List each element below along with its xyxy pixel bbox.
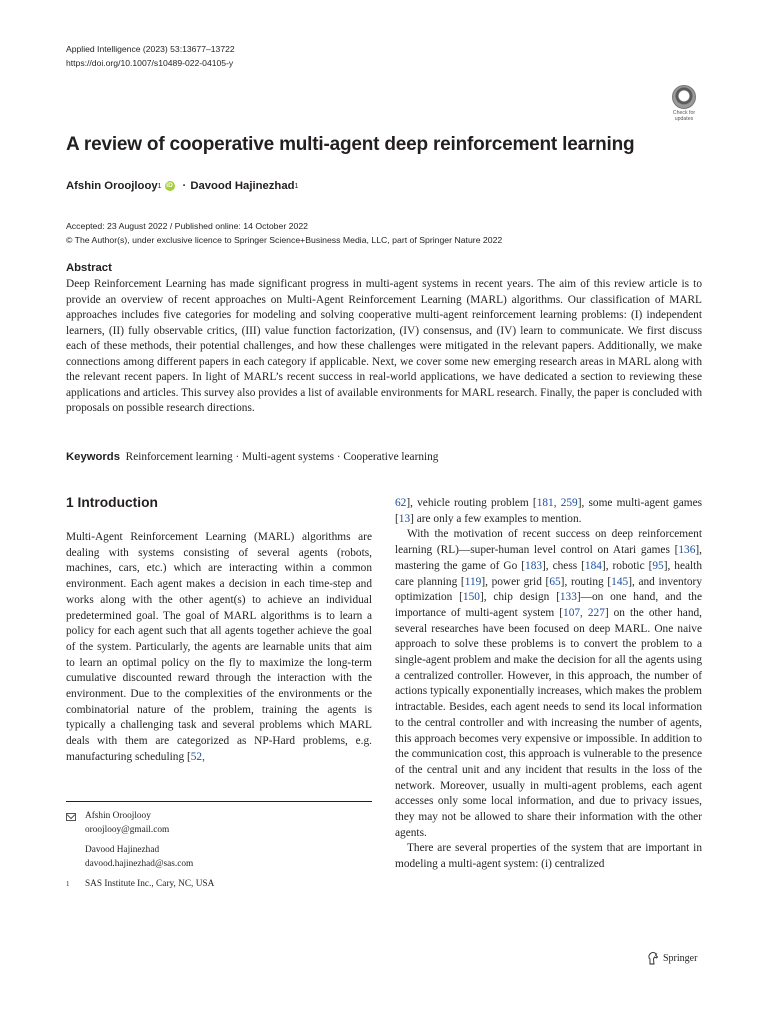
citation-link[interactable]: 62 [395, 497, 407, 509]
paragraph-text: ], power grid [ [481, 575, 550, 588]
paragraph-text: ], vehicle routing problem [ [406, 497, 537, 509]
footnote-divider [66, 801, 372, 802]
citation-link[interactable]: 150 [462, 591, 480, 604]
author-name: Davood Hajinezhad [85, 845, 160, 855]
copyright-line: © The Author(s), under exclusive licence to Springer Science+Business Media, LLC, part of Springer Nature 2022 [66, 234, 503, 245]
check-updates-label: Check for updates [672, 110, 696, 122]
author-email[interactable]: davood.hajinezhad@sas.com [85, 858, 194, 869]
citation-link[interactable]: 119 [464, 575, 482, 588]
citation-link[interactable]: 181, 259 [536, 497, 578, 509]
paragraph [395, 496, 702, 527]
citation-link[interactable]: 183 [525, 559, 543, 572]
author-separator: · [182, 180, 187, 192]
abstract-body: Deep Reinforcement Learning has made significant progress in multi-agent systems in recent years. The aim of this review article is to provide an overview of recent approaches on Multi-Agent Reinforcement Learning (MARL) algorithms. Our classification of MARL approaches includes five categories for modeling and solving cooperative multi-agent reinforcement learning problems: (I) independent learners, (II) fully observable critics, (III) value function factorization, (IV) consensus, and (IV) learn to communicate. We first discuss each of these methods, their potential challenges, and how these challenges were mitigated in the relevant papers. Additionally, we make connections among different papers in each category if applicable. Next, we cover some new emerging research areas in MARL along with the relevant recent papers. In light of MARL’s recent success in real-world applications, we have dedicated a section to reviewing these applications and articles. This survey also provides a list of available environments for MARL research. Finally, the paper is concluded with proposals on possible research directions. [66, 278, 702, 414]
check-updates-icon [672, 85, 696, 109]
publisher-logo [647, 951, 697, 965]
paragraph-text: ] are only a few examples to mention. [410, 512, 582, 525]
correspondence-row [66, 810, 372, 837]
paragraph-text: ], and inventory optimization [ [395, 575, 702, 604]
left-column-text [66, 530, 372, 766]
citation-link[interactable]: 13 [398, 512, 411, 525]
paragraph-text: With the motivation of recent success on deep reinforcement learning (RL)—super-human level control on Atari games [ [395, 528, 702, 557]
springer-horse-icon [647, 951, 659, 965]
keywords-label: Keywords [66, 451, 120, 463]
author-email[interactable]: oroojlooy@gmail.com [85, 824, 170, 835]
section-heading: 1 Introduction [66, 495, 158, 510]
paper-title: A review of cooperative multi-agent deep reinforcement learning [66, 134, 635, 155]
paragraph-text: ], health care planning [ [395, 559, 702, 588]
envelope-icon [66, 813, 76, 821]
citation-link[interactable]: 133 [559, 591, 577, 604]
affiliation-marker: 1 [294, 182, 299, 190]
footnotes [66, 810, 372, 892]
author-name[interactable]: Afshin Oroojlooy [66, 180, 158, 192]
citation-link[interactable]: 136 [678, 544, 696, 557]
right-column-text [395, 496, 702, 873]
orcid-icon[interactable]: iD [166, 182, 173, 189]
author-name: Afshin Oroojlooy [85, 811, 151, 821]
keywords-list: Reinforcement learning · Multi-agent systems · Cooperative learning [125, 451, 439, 463]
publication-dates [66, 220, 502, 247]
abstract-heading: Abstract [66, 262, 112, 274]
doi-link[interactable]: https://doi.org/10.1007/s10489-022-04105-y [66, 57, 234, 68]
paragraph-text: ], chip design [ [479, 591, 560, 604]
paragraph-text: ], some multi-agent games [ [395, 497, 703, 525]
keywords-line [66, 451, 438, 463]
paragraph-text: ]—on one hand, and the importance of multi-agent system [ [395, 591, 703, 619]
paragraph-text: ], robotic [ [601, 559, 653, 572]
accepted-published-line: Accepted: 23 August 2022 / Published online: 14 October 2022 [66, 221, 308, 231]
citation-link[interactable]: 107, 227 [563, 606, 605, 619]
paragraph [395, 527, 702, 841]
affiliation-marker: 1 [66, 880, 70, 888]
affiliation-text: SAS Institute Inc., Cary, NC, USA [85, 879, 215, 889]
citation-link[interactable]: 95 [652, 559, 664, 572]
publisher-name: Springer [663, 952, 698, 964]
affiliation-row [66, 878, 372, 892]
citation-link[interactable]: 184 [584, 559, 602, 572]
journal-info [66, 43, 235, 70]
paragraph-text: ], mastering the game of Go [ [395, 544, 702, 572]
paragraph-text: ] on the other hand, several researches have been focused on deep MARL. One naive approach to solve these problems is to convert the problem to a single-agent problem and make the decision for all the agents using a centralized controller. However, in this approach, the number of actions typically exponentially increases, which makes the problem intractable. Besides, each agent needs to send its local information to the central controller and with increasing the number of agents, this approach becomes very expensive or impossible. In addition to the communication cost, this approach is vulnerable to the presence of the central unit and any incident that results in the loss of the network. Moreover, usually in multi-agent problems, each agent accesses only some local information, and due to privacy issues, they may not be allowed to share their information with the other agents. [395, 606, 702, 839]
citation-link[interactable]: 52, [190, 750, 205, 763]
paragraph-text: Multi-Agent Reinforcement Learning (MARL) algorithms are dealing with systems consisting of several agents (robots, machines, cars, etc.) which are interacting within a common environment. Each agent makes a decision in each time-step and works along with the other agent(s) to achieve an individual predetermined goal. The goal of MARL algorithms is to learn a policy for each agent such that all agents together achieve the goal of the system. Particularly, the agents are learnable units that aim to learn an optimal policy on the fly to maximize the long-term cumulative discounted reward through the interaction with the environment. Due to the complexities of the environments or the combinatorial nature of the problem, training the agents is typically a challenging task and several problems which MARL deals with them are categorized as NP-Hard problems, e.g. manufacturing scheduling [ [66, 531, 372, 763]
author-name[interactable]: Davood Hajinezhad [190, 180, 295, 192]
citation-link[interactable]: 145 [611, 575, 629, 588]
paragraph-text: ], chess [ [542, 559, 585, 572]
affiliation-marker: 1 [157, 182, 162, 190]
check-for-updates-badge[interactable] [664, 85, 704, 123]
journal-citation: Applied Intelligence (2023) 53:13677–13722 [66, 44, 235, 54]
paragraph-text: ], routing [ [560, 575, 612, 588]
author-list [66, 180, 298, 192]
correspondence-row [66, 844, 372, 871]
citation-link[interactable]: 65 [549, 575, 561, 588]
paragraph: There are several properties of the system that are important in modeling a multi-agent system: (i) centralized [395, 842, 702, 871]
